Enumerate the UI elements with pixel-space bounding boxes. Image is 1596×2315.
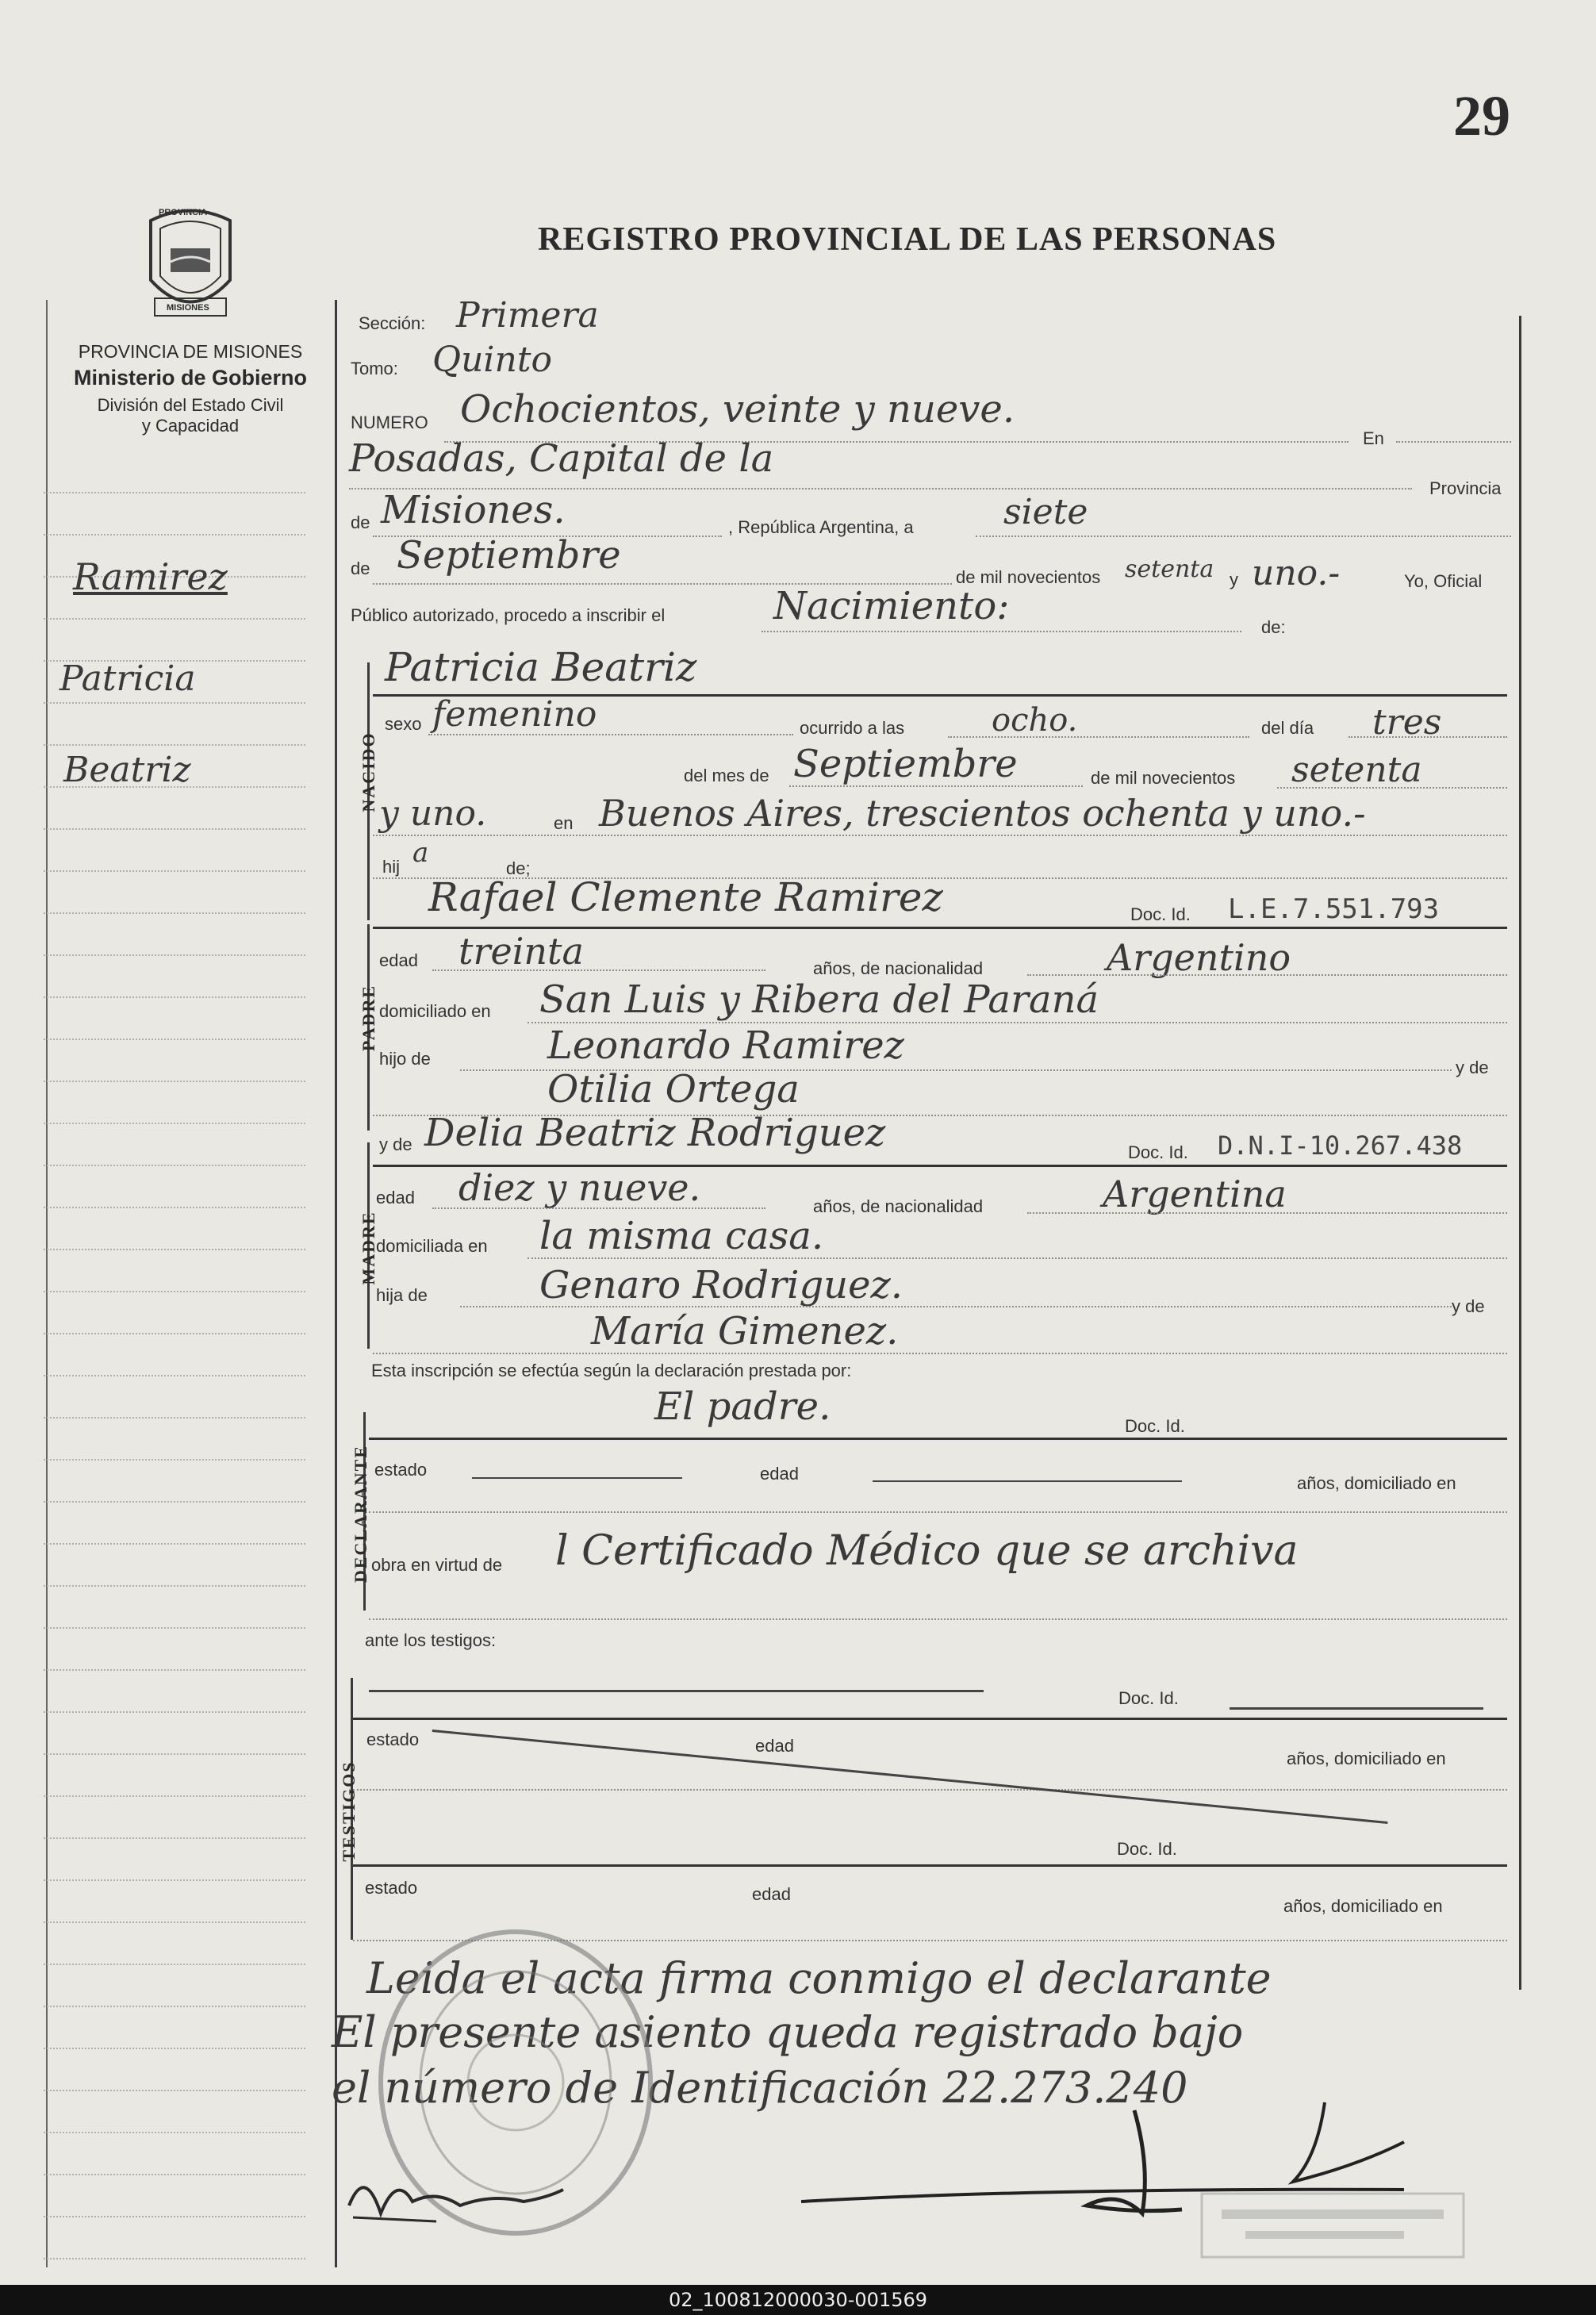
label-de-colon: de: [1261,617,1286,637]
label-madre-y-de-2: y de [1452,1296,1485,1316]
label-padre-y-de: y de [1456,1058,1489,1077]
value-acto: Nacimiento: [773,584,1010,628]
margin-ruling-line [44,1081,305,1082]
margin-ruling-line [44,1375,305,1376]
value-padre-doc: L.E.7.551.793 [1228,893,1440,925]
line-declarante-estado [472,1477,682,1479]
line-sexo [428,734,793,735]
margin-ruling-line [44,1837,305,1839]
line-declarante-dom [369,1511,1507,1513]
line-padre-nac [1027,974,1507,976]
label-y: y [1230,570,1238,589]
margin-ruling-line [44,1543,305,1545]
line-madre-edad [432,1207,765,1209]
label-padre-edad: edad [379,950,418,970]
label-en: En [1363,428,1384,448]
margin-ruling-line [44,2090,305,2091]
value-madre-edad: diez y nueve. [458,1166,701,1209]
label-ante: ante los testigos: [365,1630,497,1650]
margin-ruling-line [44,2048,305,2049]
label-declarante-doc: Doc. Id. [1125,1416,1185,1436]
value-lugar: Posadas, Capital de la [349,436,774,481]
seal-top-text: PROVINCIA [159,208,208,217]
line-testigo1-name [369,1690,984,1692]
margin-border-left [46,300,48,2267]
label-declarante-edad: edad [760,1464,799,1484]
margin-ruling-line [44,1669,305,1671]
page-title: REGISTRO PROVINCIAL DE LAS PERSONAS [538,221,1277,258]
label-madre-dom: domiciliada en [376,1236,488,1256]
section-madre: MADRE [359,1211,378,1285]
value-uno: uno.- [1252,553,1341,593]
line-padre-nombre [373,927,1507,929]
page-number: 29 [1453,84,1510,148]
margin-surname: Ramirez [73,555,228,598]
value-padre-edad: treinta [458,930,584,973]
label-obra: obra en virtud de [371,1555,503,1575]
value-padre-y-de: Otilia Ortega [547,1067,800,1111]
margin-ruling-line [44,1417,305,1419]
closing-line-3: el número de Identificación 22.273.240 [332,2063,1188,2113]
margin-ruling-line [44,1795,305,1797]
label-madre-hija: hija de [376,1285,428,1305]
line-testigo2 [353,1864,1507,1867]
value-padre-nombre: Rafael Clemente Ramirez [428,874,943,920]
label-hij: hij [382,857,401,877]
value-madre-dom: la misma casa. [539,1214,824,1258]
label-padre-dom: domiciliado en [379,1001,491,1021]
margin-ruling-line [44,2174,305,2175]
margin-second-name: Beatriz [63,750,191,790]
value-madre-nac: Argentina [1103,1173,1287,1215]
margin-ruling-line [44,2006,305,2007]
label-tomo: Tomo: [351,359,398,378]
margin-ruling-line [44,1165,305,1166]
margin-ruling-line [44,1753,305,1755]
margin-ruling-line [44,534,305,536]
label-en-lugar: en [554,813,574,833]
margin-ruling-line [44,1585,305,1587]
margin-ruling-line [44,870,305,872]
section-declarante: DECLARANTE [351,1444,370,1584]
value-anio-nac: setenta [1291,750,1422,790]
margin-first-name: Patricia [59,658,196,699]
line-acto [762,631,1241,632]
office-ministry: Ministerio de Gobierno [73,366,308,390]
label-padre-nac: años, de nacionalidad [813,958,984,978]
label-de-provincia: de [351,513,370,532]
value-tomo: Quinto [432,340,552,380]
section-testigos: TESTIGOS [339,1760,359,1862]
office-capacity: y Capacidad [141,416,240,436]
margin-ruling-line [44,1123,305,1124]
section-padre: PADRE [359,984,378,1052]
label-yo-oficial: Yo, Oficial [1404,571,1483,591]
form-border-right [1519,316,1521,1990]
closing-line-1: Leida el acta firma conmigo el declarante [366,1953,1272,2003]
value-sexo: femenino [432,694,597,735]
value-padre-dom: San Luis y Ribera del Paraná [539,977,1099,1022]
label-madre-edad: edad [376,1188,415,1207]
label-testigo2-edad: edad [752,1884,791,1904]
margin-ruling-line [44,1921,305,1923]
value-madre-doc: D.N.I-10.267.438 [1218,1131,1463,1161]
label-madre-doc: Doc. Id. [1128,1142,1188,1162]
label-numero: NUMERO [351,413,428,432]
margin-ruling-line [44,492,305,493]
value-dia-nac: tres [1372,702,1442,743]
label-sexo: sexo [385,714,422,734]
margin-ruling-line [44,702,305,704]
value-sesenta: setenta [1125,555,1214,583]
line-madre-nac [1027,1212,1507,1214]
office-block [44,341,337,436]
label-ocurrido: ocurrido a las [800,718,905,738]
margin-ruling-line [44,828,305,830]
line-declarante-edad [873,1480,1182,1482]
line-madre-y-de [373,1353,1507,1354]
value-nombre: Patricia Beatriz [385,644,697,690]
section-nacido: NACIDO [359,731,378,812]
line-madre-dom [528,1257,1507,1259]
label-publico: Público autorizado, procedo a inscribir el [351,605,666,625]
line-testigo1-doc [1230,1707,1483,1710]
margin-ruling-line [44,1964,305,1965]
margin-ruling-line [44,954,305,956]
margin-ruling-line [44,2132,305,2133]
value-lugar-nac: Buenos Aires, trescientos ochenta y uno.- [599,792,1366,835]
value-seccion: Primera [456,295,599,336]
label-de-mes: de [351,559,370,578]
label-testigo2-estado: estado [365,1878,418,1898]
label-padre-hijo: hijo de [379,1049,431,1069]
label-testigo1-estado: estado [366,1730,420,1749]
value-declarante: El padre. [654,1384,831,1429]
official-name-stamp [1198,2190,1467,2261]
label-del-mes: del mes de [684,766,769,785]
line-declarante [369,1438,1507,1440]
label-de-mil-nov: de mil novecientos [1091,768,1236,788]
margin-ruling-line [44,618,305,620]
value-dia: siete [1003,492,1088,532]
label-provincia: Provincia [1429,478,1502,498]
value-madre-y-de: María Gimenez. [591,1309,899,1353]
line-obra [369,1618,1507,1620]
label-declarante-estado: estado [374,1460,428,1480]
margin-ruling-line [44,1501,305,1503]
value-hora: ocho. [992,702,1078,739]
label-madre-y-de: y de [379,1134,412,1154]
label-testigo2-doc: Doc. Id. [1117,1839,1177,1859]
margin-ruling-line [44,1333,305,1334]
margin-ruling-line [44,1207,305,1208]
margin-ruling-line [44,744,305,746]
line-mes-nac [789,785,1083,787]
margin-ruling-line [44,996,305,998]
value-mes: Septiembre [397,533,621,578]
value-hij-suffix: a [412,837,429,869]
line-testigo1 [353,1718,1507,1720]
value-anio-nac-2: y uno. [379,793,487,834]
value-madre-nombre: Delia Beatriz Rodriguez [424,1111,886,1155]
value-provincia: Misiones. [381,488,566,532]
margin-ruling-line [44,1879,305,1881]
line-anio-nac [1277,787,1507,789]
margin-ruling-line [44,1038,305,1040]
label-testigo1-anios: años, domiciliado en [1287,1749,1446,1768]
label-padre-doc: Doc. Id. [1130,904,1191,924]
margin-ruling-line [44,1459,305,1461]
label-testigo2-anios: años, domiciliado en [1283,1896,1443,1916]
label-seccion: Sección: [359,313,426,333]
margin-ruling-line [44,1711,305,1713]
image-id-footer: 02_100812000030-001569 [0,2285,1596,2315]
margin-ruling-line [44,1291,305,1292]
signature-declarante [341,2158,571,2229]
label-testigo1-edad: edad [755,1736,794,1756]
label-de-mil: de mil novecientos [956,567,1101,587]
line-dia-nac [1349,736,1507,738]
margin-ruling-line [44,2258,305,2259]
value-obra: l Certificado Médico que se archiva [555,1527,1299,1575]
seal-bottom-text: MISIONES [167,303,209,313]
margin-border-right [335,300,337,2267]
office-division: División del Estado Civil [97,395,284,415]
line-hora [948,736,1249,738]
line-lugar-nac [373,835,1507,836]
value-numero: Ochocientos, veinte y nueve. [460,387,1015,432]
label-de-semi: de; [506,858,531,878]
value-mes-nac: Septiembre [793,742,1018,786]
label-republica: , República Argentina, a [728,517,914,537]
margin-ruling-line [44,2216,305,2217]
label-testigo1-doc: Doc. Id. [1118,1688,1179,1708]
line-testigo1-dom [353,1789,1507,1791]
label-inscripcion: Esta inscripción se efectúa según la declaración prestada por: [371,1361,852,1380]
label-madre-nac: años, de nacionalidad [813,1196,984,1216]
office-province: PROVINCIA DE MISIONES [78,341,303,362]
value-padre-nac: Argentino [1107,936,1291,979]
value-madre-hija: Genaro Rodriguez. [539,1263,904,1307]
margin-ruling-line [44,1627,305,1629]
line-padre-edad [432,969,765,971]
value-padre-hijo: Leonardo Ramirez [547,1023,904,1068]
line-dia [976,536,1511,537]
label-del-dia: del día [1261,718,1314,738]
line-en [1396,441,1511,443]
line-madre-hija [460,1306,1452,1307]
cancel-stroke [432,1730,1388,1824]
margin-ruling-line [44,912,305,914]
closing-line-2: El presente asiento queda registrado bajo [332,2007,1244,2057]
margin-ruling-line [44,1249,305,1250]
label-declarante-anios: años, domiciliado en [1297,1473,1456,1493]
